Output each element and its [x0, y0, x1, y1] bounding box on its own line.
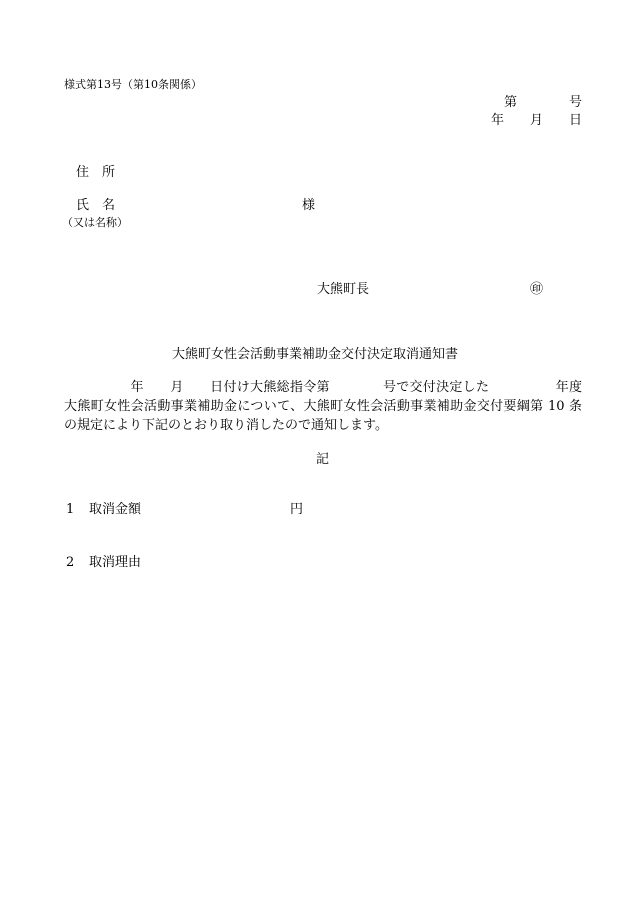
item-label: 取消金額 — [89, 502, 142, 517]
form-label: 様式第13号（第10条関係） — [64, 78, 202, 91]
document-number: 第 号 — [503, 95, 582, 110]
name-note: （又は名称） — [62, 216, 128, 229]
body-line-1: 年 月 日付け大熊総指令第 号で交付決定した 年度 — [64, 380, 582, 395]
name-suffix: 様 — [302, 198, 316, 213]
name-label: 氏 名 — [76, 198, 116, 213]
address-label: 住 所 — [76, 165, 116, 180]
issuer-name: 大熊町長 — [317, 282, 370, 297]
item-label: 取消理由 — [89, 555, 142, 570]
item-number: 1 — [66, 502, 75, 517]
body-line-3: の規定により下記のとおり取り消したので通知します。 — [64, 418, 388, 433]
item-unit: 円 — [290, 502, 304, 517]
item-number: 2 — [66, 555, 75, 570]
document-date: 年 月 日 — [490, 113, 582, 128]
ki-heading: 記 — [316, 452, 330, 467]
seal-mark: ㊞ — [530, 282, 544, 297]
document-title: 大熊町女性会活動事業補助金交付決定取消通知書 — [171, 347, 458, 362]
body-line-2: 大熊町女性会活動事業補助金について、大熊町女性会活動事業補助金交付要綱第 10 条 — [64, 399, 582, 414]
